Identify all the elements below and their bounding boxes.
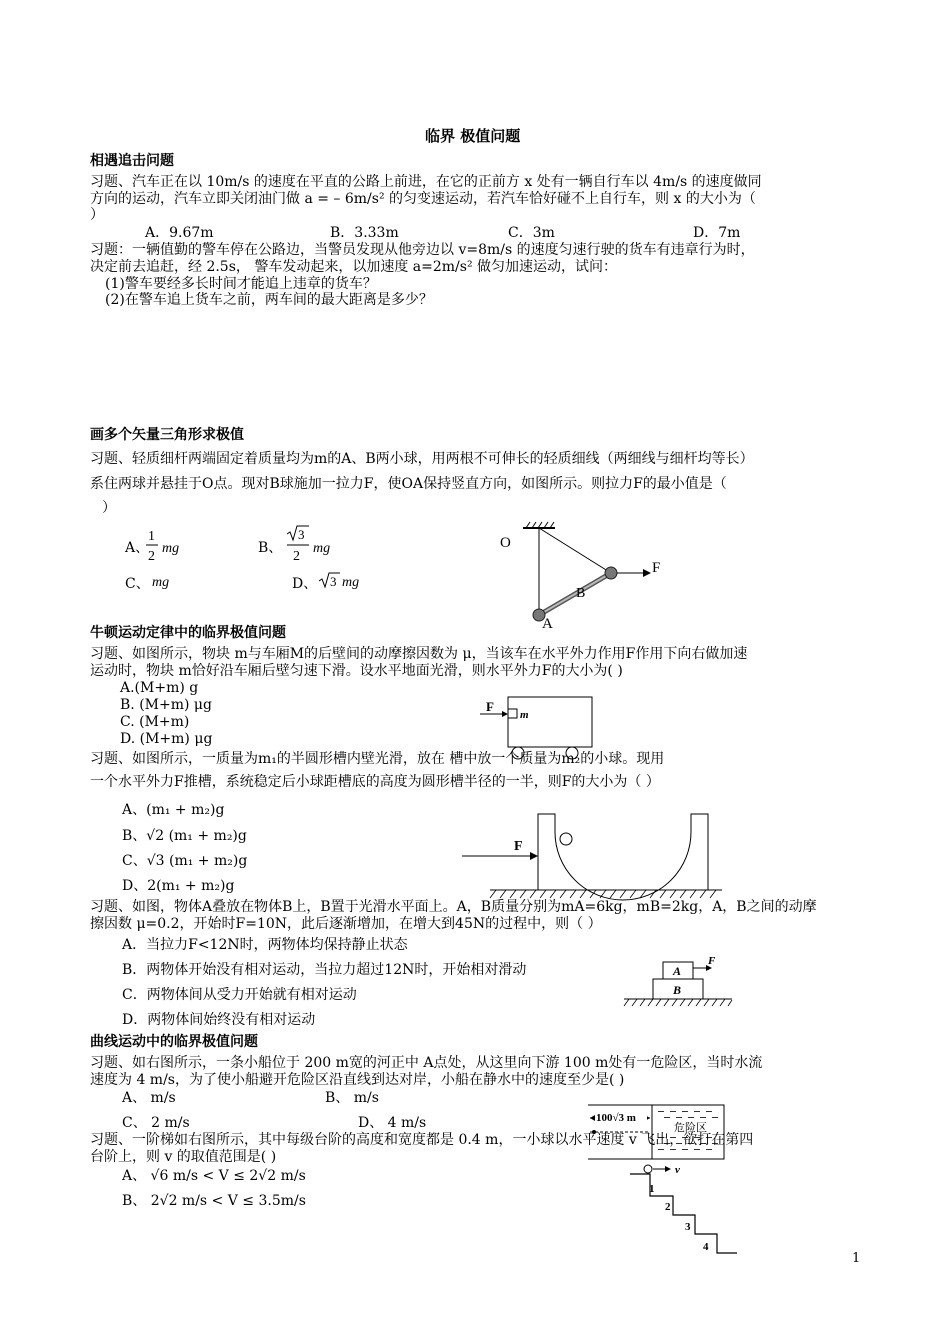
figure-river <box>586 1097 726 1163</box>
question-text: 习题、如右图所示，一条小船位于 200 m宽的河正中 A点处，从这里向下游 100 m处有一危险区，当时水流 <box>90 1055 763 1071</box>
option-c: C．两物体间从受力开始就有相对运动 <box>122 987 357 1003</box>
svg-text:2: 2 <box>148 549 155 564</box>
option-a: A．9.67m <box>145 225 214 241</box>
svg-text:2: 2 <box>293 549 300 564</box>
section-heading-newton: 牛顿运动定律中的临界极值问题 <box>90 625 286 641</box>
question-text: 习题：一辆值勤的警车停在公路边，当警员发现从他旁边以 v=8m/s 的速度匀速行驶的货车有违章行为时， <box>90 242 755 258</box>
label-b: B <box>673 983 682 997</box>
question-text: ） <box>102 500 116 516</box>
option-d: D．7m <box>693 225 741 241</box>
page-number: 1 <box>852 1251 861 1266</box>
option-a: A、 m/s <box>122 1090 176 1106</box>
svg-text:mg: mg <box>313 541 331 556</box>
section-heading-meeting: 相遇追击问题 <box>90 153 174 169</box>
option-d: D．两物体间始终没有相对运动 <box>122 1012 316 1028</box>
svg-text:mg: mg <box>152 575 170 590</box>
option-d: D、 4 m/s <box>358 1115 427 1131</box>
figure-stacked-blocks <box>618 952 738 1010</box>
option-c: C．3m <box>508 225 555 241</box>
option-a: A、(m₁ + m₂)g <box>122 802 225 818</box>
svg-text:1: 1 <box>148 529 155 544</box>
option-b: B、√2 (m₁ + m₂)g <box>122 828 247 844</box>
formula-sqrt3-mg <box>318 570 368 592</box>
label-f: F <box>652 560 661 576</box>
option-b: B．两物体开始没有相对运动，当拉力超过12N时，开始相对滑动 <box>122 962 527 978</box>
question-text: 习题、如图所示，一质量为m₁的半圆形槽内壁光滑，放在 槽中放一个质量为m₂的小球。现用 <box>90 751 665 767</box>
label-b: B <box>576 586 586 601</box>
question-text: 决定前去追赶，经 2.5s， 警车发动起来，以加速度 a=2m/s² 做匀加速运动，试问： <box>90 259 618 275</box>
option-b: B、 2√2 m/s < V ≤ 3.5m/s <box>122 1193 306 1209</box>
question-text: ） <box>90 207 104 223</box>
figure-half-groove <box>460 812 725 900</box>
option-c: C、√3 (m₁ + m₂)g <box>122 853 248 869</box>
option-c: C. (M+m) <box>120 714 190 730</box>
formula-half-mg <box>146 526 196 566</box>
label-v: v <box>675 1164 680 1176</box>
option-b: B、 <box>258 540 283 556</box>
section-heading-vector: 画多个矢量三角形求极值 <box>90 427 244 443</box>
question-text: 速度为 4 m/s，为了使小船避开危险区沿直线到达对岸，小船在静水中的速度至少是( ) <box>90 1072 625 1088</box>
label-a: A <box>673 964 682 978</box>
question-text: 一个水平外力F推槽，系统稳定后小球距槽底的高度为圆形槽半径的一半，则F的大小为（ ） <box>90 774 660 790</box>
sub-question: (2)在警车追上货车之前，两车间的最大距离是多少？ <box>105 292 433 308</box>
option-d: D、 <box>292 576 318 592</box>
label-f: F <box>514 839 523 854</box>
formula-sqrt3-half-mg <box>285 524 345 566</box>
step-1: 1 <box>649 1183 655 1195</box>
question-text: 擦因数 μ=0.2，开始时F=10N，此后逐渐增加，在增大到45N的过程中，则（ ） <box>90 916 602 932</box>
question-text: 习题、一阶梯如右图所示，其中每级台阶的高度和宽度都是 0.4 m，一小球以水平速度 v 飞出，欲打在第四 <box>90 1132 754 1148</box>
sub-question: (1)警车要经多长时间才能追上违章的货车？ <box>105 276 377 292</box>
option-c: C、 <box>125 576 150 592</box>
option-c: C、 2 m/s <box>122 1115 190 1131</box>
question-text: 习题、轻质细杆两端固定着质量均为m的A、B两小球，用两根不可伸长的轻质细线（两细线与细杆均等长） <box>90 451 754 467</box>
svg-text:3: 3 <box>330 574 337 589</box>
section-heading-curve: 曲线运动中的临界极值问题 <box>90 1034 258 1050</box>
svg-text:mg: mg <box>162 541 180 556</box>
question-text: 习题、如图，物体A叠放在物体B上，B置于光滑水平面上。A，B质量分别为mA=6kg，mB=2kg，A，B之间的动摩 <box>90 899 817 915</box>
label-m: m <box>520 709 529 721</box>
option-a: A、 √6 m/s < V ≤ 2√2 m/s <box>122 1168 306 1184</box>
question-text: 习题、汽车正在以 10m/s 的速度在平直的公路上前进，在它的正前方 x 处有一辆自行车以 4m/s 的速度做同 <box>90 174 762 190</box>
label-a: A <box>542 616 553 632</box>
option-b: B．3.33m <box>330 225 399 241</box>
option-b: B、 m/s <box>325 1090 379 1106</box>
label-o: O <box>500 535 511 551</box>
option-a: A.(M+m) g <box>120 680 199 696</box>
option-d: D. (M+m) μg <box>120 731 213 747</box>
step-3: 3 <box>685 1221 691 1233</box>
figure-staircase <box>625 1160 745 1260</box>
option-a: A．当拉力F<12N时，两物体均保持静止状态 <box>122 937 408 953</box>
formula-mg <box>150 570 180 592</box>
svg-text:mg: mg <box>342 575 360 590</box>
question-text: 方向的运动，汽车立即关闭油门做 a = – 6m/s² 的匀变速运动，若汽车恰好碰不上自行车，则 x 的大小为（ <box>90 191 756 207</box>
question-text: 系住两球并悬挂于O点。现对B球施加一拉力F，使OA保持竖直方向，如图所示。则拉力F的最小值是（ <box>90 476 727 492</box>
question-text: 习题、如图所示，物块 m与车厢M的后壁间的动摩擦因数为 μ，当该车在水平外力作用F作用下向右做加速 <box>90 646 748 662</box>
step-4: 4 <box>703 1241 709 1253</box>
label-f: F <box>486 699 494 714</box>
option-d: D、2(m₁ + m₂)g <box>122 878 235 894</box>
label-f: F <box>708 955 716 967</box>
page-title: 临界 极值问题 <box>425 127 521 145</box>
question-text: 台阶上，则 v 的取值范围是( ) <box>90 1149 277 1165</box>
question-text: 运动时，物块 m恰好沿车厢后壁匀速下滑。设水平地面光滑，则水平外力F的大小为( ) <box>90 663 623 679</box>
svg-text:3: 3 <box>298 527 305 542</box>
option-b: B. (M+m) μg <box>120 697 212 713</box>
step-2: 2 <box>665 1201 671 1213</box>
option-a: A、 <box>125 540 150 556</box>
ceiling-hatch <box>523 522 555 528</box>
label-distance: 100√3 m <box>596 1112 636 1124</box>
figure-hanging-rod <box>495 520 675 630</box>
label-danger-zone: 危险区 <box>674 1122 707 1134</box>
